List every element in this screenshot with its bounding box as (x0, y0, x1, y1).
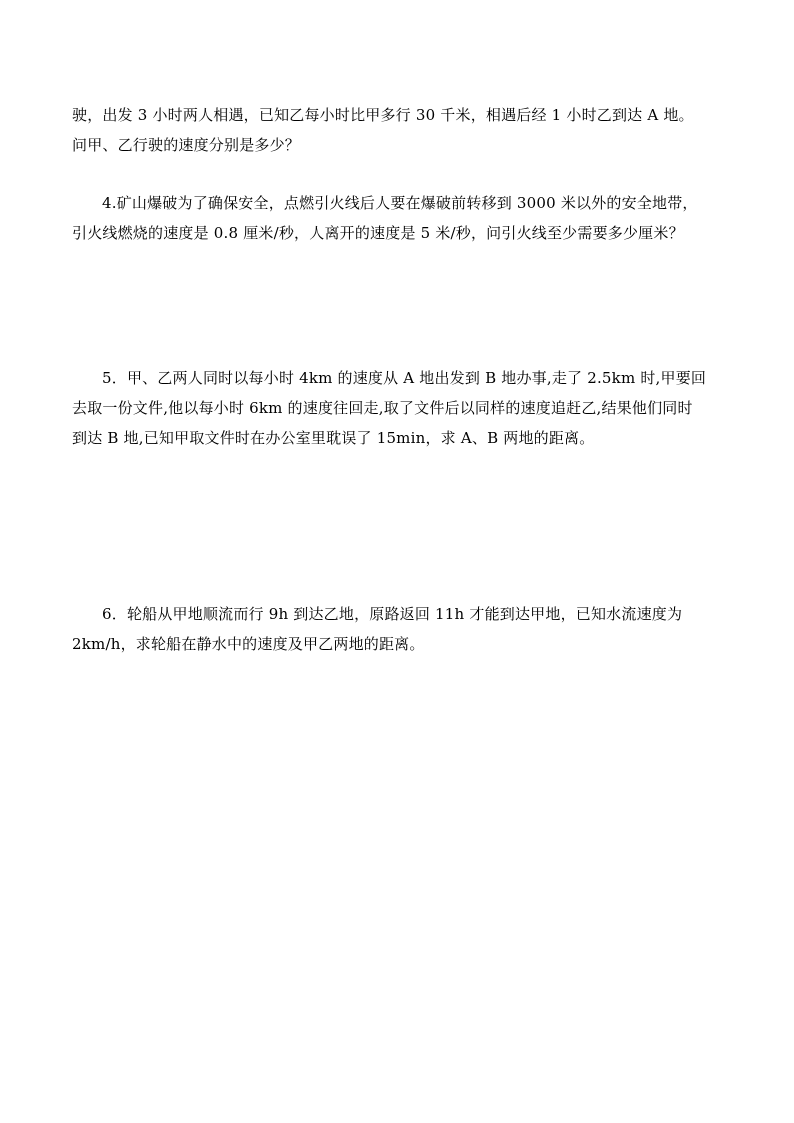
problem-4-line-2: 引火线燃烧的速度是 0.8 厘米/秒，人离开的速度是 5 米/秒，问引火线至少需要多少厘米？ (72, 224, 684, 242)
problem-3-continuation (72, 100, 724, 160)
problem-4 (72, 188, 724, 248)
problem-4-line-1: 4.矿山爆破为了确保安全，点燃引火线后人要在爆破前转移到 3000 米以外的安全地带， (102, 194, 698, 212)
problem-6-line-2: 2km/h，求轮船在静水中的速度及甲乙两地的距离。 (72, 635, 425, 653)
problem-3-line-2: 问甲、乙行驶的速度分别是多少？ (72, 136, 301, 154)
problem-6-line-1: 6．轮船从甲地顺流而行 9h 到达乙地，原路返回 11h 才能到达甲地，已知水流速度为 (102, 605, 683, 623)
problem-5-line-3: 到达 B 地,已知甲取文件时在办公室里耽误了 15min，求 A、B 两地的距离。 (72, 429, 595, 447)
problem-3-line-1: 驶，出发 3 小时两人相遇，已知乙每小时比甲多行 30 千米，相遇后经 1 小时乙到达 A 地。 (72, 106, 694, 124)
problem-6 (72, 599, 724, 659)
problem-5-line-2: 去取一份文件,他以每小时 6km 的速度往回走,取了文件后以同样的速度追赶乙,结果他们同时 (72, 399, 693, 417)
problem-5-line-1: 5．甲、乙两人同时以每小时 4km 的速度从 A 地出发到 B 地办事,走了 2.5km 时,甲要回 (102, 369, 707, 387)
problem-5 (72, 363, 724, 453)
